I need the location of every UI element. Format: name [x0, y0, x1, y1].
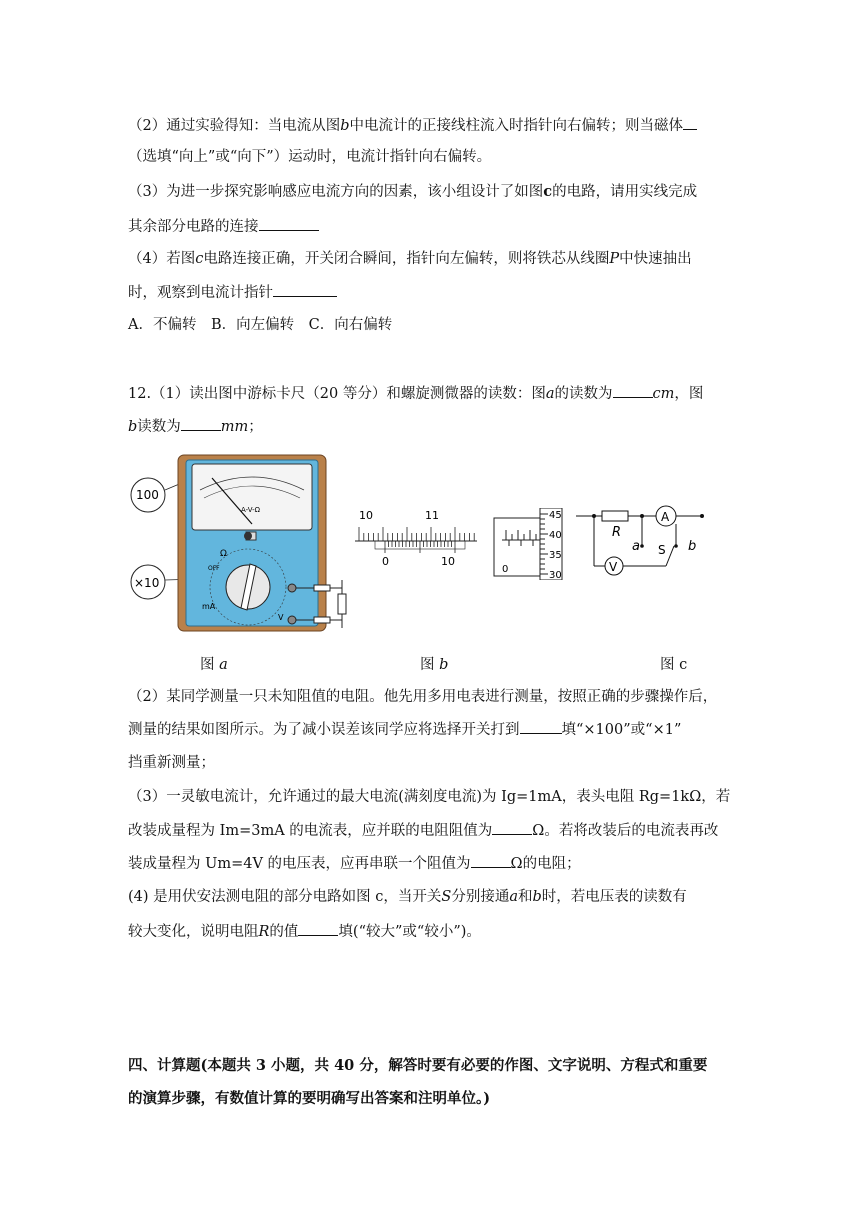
terminal-a [640, 544, 644, 548]
blank [273, 282, 337, 297]
blank [181, 416, 221, 431]
text: 测量的结果如图所示。为了减小误差该同学应将选择开关打到 [128, 722, 520, 738]
var-c: c [543, 183, 553, 200]
text: 较大变化，说明电阻 [128, 924, 259, 940]
q12-part4-line2 [128, 921, 481, 942]
blank [613, 383, 653, 398]
text: 其余部分电路的连接 [128, 219, 259, 235]
label-a: a [632, 539, 640, 554]
dial-ma-label: mA [202, 602, 216, 611]
q12-part1-line1 [128, 383, 703, 404]
var-c: c [195, 251, 204, 267]
unit-cm: cm [652, 386, 675, 402]
var-a: a [509, 889, 518, 905]
label-V: V [609, 560, 618, 574]
unit-mm: mm [220, 419, 249, 435]
blank [471, 853, 511, 868]
figure-a-multimeter [128, 450, 353, 635]
blank [683, 115, 697, 130]
text: 改装成量程为 Im=3mA 的电流表，应并联的电阻阻值为 [128, 823, 493, 839]
terminal-b [674, 544, 678, 548]
q12-part2-line3: 挡重新测量； [128, 755, 215, 771]
var-p: P [609, 251, 620, 267]
caliper-main-11: 11 [425, 509, 439, 522]
micrometer-0: 0 [502, 564, 509, 575]
meter-display [192, 464, 312, 530]
text: 中电流计的正接线柱流入时指针向右偏转；则当磁体 [349, 118, 684, 134]
node [700, 514, 704, 518]
text: 填(“较大”或“较小”)。 [338, 924, 481, 940]
var-s: S [441, 889, 452, 905]
blank [298, 921, 338, 936]
text: 填“×100”或“×1” [561, 722, 682, 738]
section-4-heading-line1: 四、计算题(本题共 3 小题，共 40 分，解答时要有必要的作图、文字说明、方程式和重要 [128, 1057, 708, 1074]
dial-v-label: V [278, 613, 284, 622]
blank [492, 820, 532, 835]
switch-S[interactable] [666, 546, 674, 566]
text: 分别接通 [451, 889, 510, 905]
q11-part4-line1 [128, 249, 692, 269]
var-a: a [545, 386, 555, 402]
caliper-vernier-0: 0 [382, 555, 389, 568]
var-b: b [128, 419, 138, 435]
meter-face-label: A-V-Ω [241, 506, 261, 514]
text: (4) 是用伏安法测电阻的部分电路如图 c，当开关 [128, 889, 442, 905]
text: （4）若图 [128, 251, 196, 267]
caliper-main-10: 10 [359, 509, 373, 522]
label-b: b [688, 539, 697, 554]
resistor-R [602, 511, 628, 521]
text: 的值 [269, 924, 299, 940]
q11-part3-line2 [128, 216, 319, 237]
text: 和 [517, 889, 533, 905]
callout-reading-text: 100 [136, 488, 159, 502]
blank [259, 216, 319, 231]
text: 中快速抽出 [619, 251, 692, 267]
terminal-negative[interactable] [288, 616, 296, 624]
figure-a-caption [200, 653, 228, 674]
text: 12.（1）读出图中游标卡尺（20 等分）和螺旋测微器的读数：图 [128, 386, 546, 402]
figure-b-micrometer [492, 508, 572, 580]
micrometer-45: 45 [549, 510, 562, 521]
q11-options: A．不偏转 B．向左偏转 C．向右偏转 [128, 317, 393, 333]
q12-part3-line1: （3）一灵敏电流计，允许通过的最大电流(满刻度电流)为 Ig=1mA，表头电阻 Rg=1kΩ，若 [128, 789, 731, 805]
q11-part3-line1 [128, 182, 697, 202]
q11-part4-line2 [128, 282, 337, 303]
node [592, 514, 596, 518]
var-b: b [340, 118, 350, 134]
text: （2）通过实验得知：当电流从图 [128, 118, 341, 134]
dial-omega-label: Ω [220, 549, 227, 559]
probe [314, 617, 330, 623]
node [640, 514, 644, 518]
micrometer-40: 40 [549, 530, 562, 541]
callout-range-text: ×10 [134, 576, 160, 590]
var-r: R [258, 924, 270, 940]
q11-part2-line2: （选填“向上”或“向下”）运动时，电流计指针向右偏转。 [128, 149, 492, 165]
resistor-under-test [338, 594, 346, 614]
probe [314, 585, 330, 591]
section-4-heading-line2: 的演算步骤，有数值计算的要明确写出答案和注明单位。) [128, 1090, 491, 1107]
blank [520, 719, 562, 734]
label-A: A [661, 510, 670, 524]
meter-zero-knob [244, 532, 252, 540]
dial-off-label: OFF [208, 565, 220, 572]
label-S: S [658, 543, 666, 557]
text: 读数为 [137, 419, 181, 435]
text: ，图 [674, 386, 704, 402]
text: 时，观察到电流计指针 [128, 285, 273, 301]
text: 图 [420, 657, 435, 673]
figure-c-circuit [574, 500, 714, 585]
micrometer-30: 30 [549, 570, 562, 580]
figure-b-caption [420, 653, 448, 674]
q12-part2-line1: （2）某同学测量一只未知阻值的电阻。他先用多用电表进行测量，按照正确的步骤操作后， [128, 689, 718, 705]
text: 的读数为 [554, 386, 613, 402]
var-a: a [219, 657, 228, 673]
q12-part1-line2 [128, 416, 263, 437]
text: 图 [200, 657, 215, 673]
text: 时，若电压表的读数有 [541, 889, 687, 905]
micrometer-35: 35 [549, 550, 562, 561]
q12-part2-line2 [128, 719, 681, 740]
text: Ω的电阻； [510, 856, 581, 872]
terminal-positive[interactable] [288, 584, 296, 592]
q11-part2-line1 [128, 115, 697, 136]
text: Ω。若将改装后的电流表再改 [532, 823, 719, 839]
label-R: R [612, 525, 622, 540]
q12-part3-line2 [128, 820, 718, 841]
var-b: b [439, 657, 449, 673]
q12-part4-line1 [128, 887, 687, 907]
figure-b-caliper [355, 505, 480, 575]
text: ； [248, 419, 263, 435]
text: 装成量程为 Um=4V 的电压表，应再串联一个阻值为 [128, 856, 471, 872]
var-b: b [532, 889, 542, 905]
text: 的电路，请用实线完成 [552, 184, 698, 200]
figure-c-caption: 图 c [660, 657, 688, 673]
micrometer-sleeve [494, 518, 540, 576]
q12-part3-line3 [128, 853, 581, 874]
text: 电路连接正确，开关闭合瞬间，指针向左偏转，则将铁芯从线圈 [203, 251, 610, 267]
text: （3）为进一步探究影响感应电流方向的因素，该小组设计了如图 [128, 184, 544, 200]
caliper-vernier-10: 10 [441, 555, 455, 568]
